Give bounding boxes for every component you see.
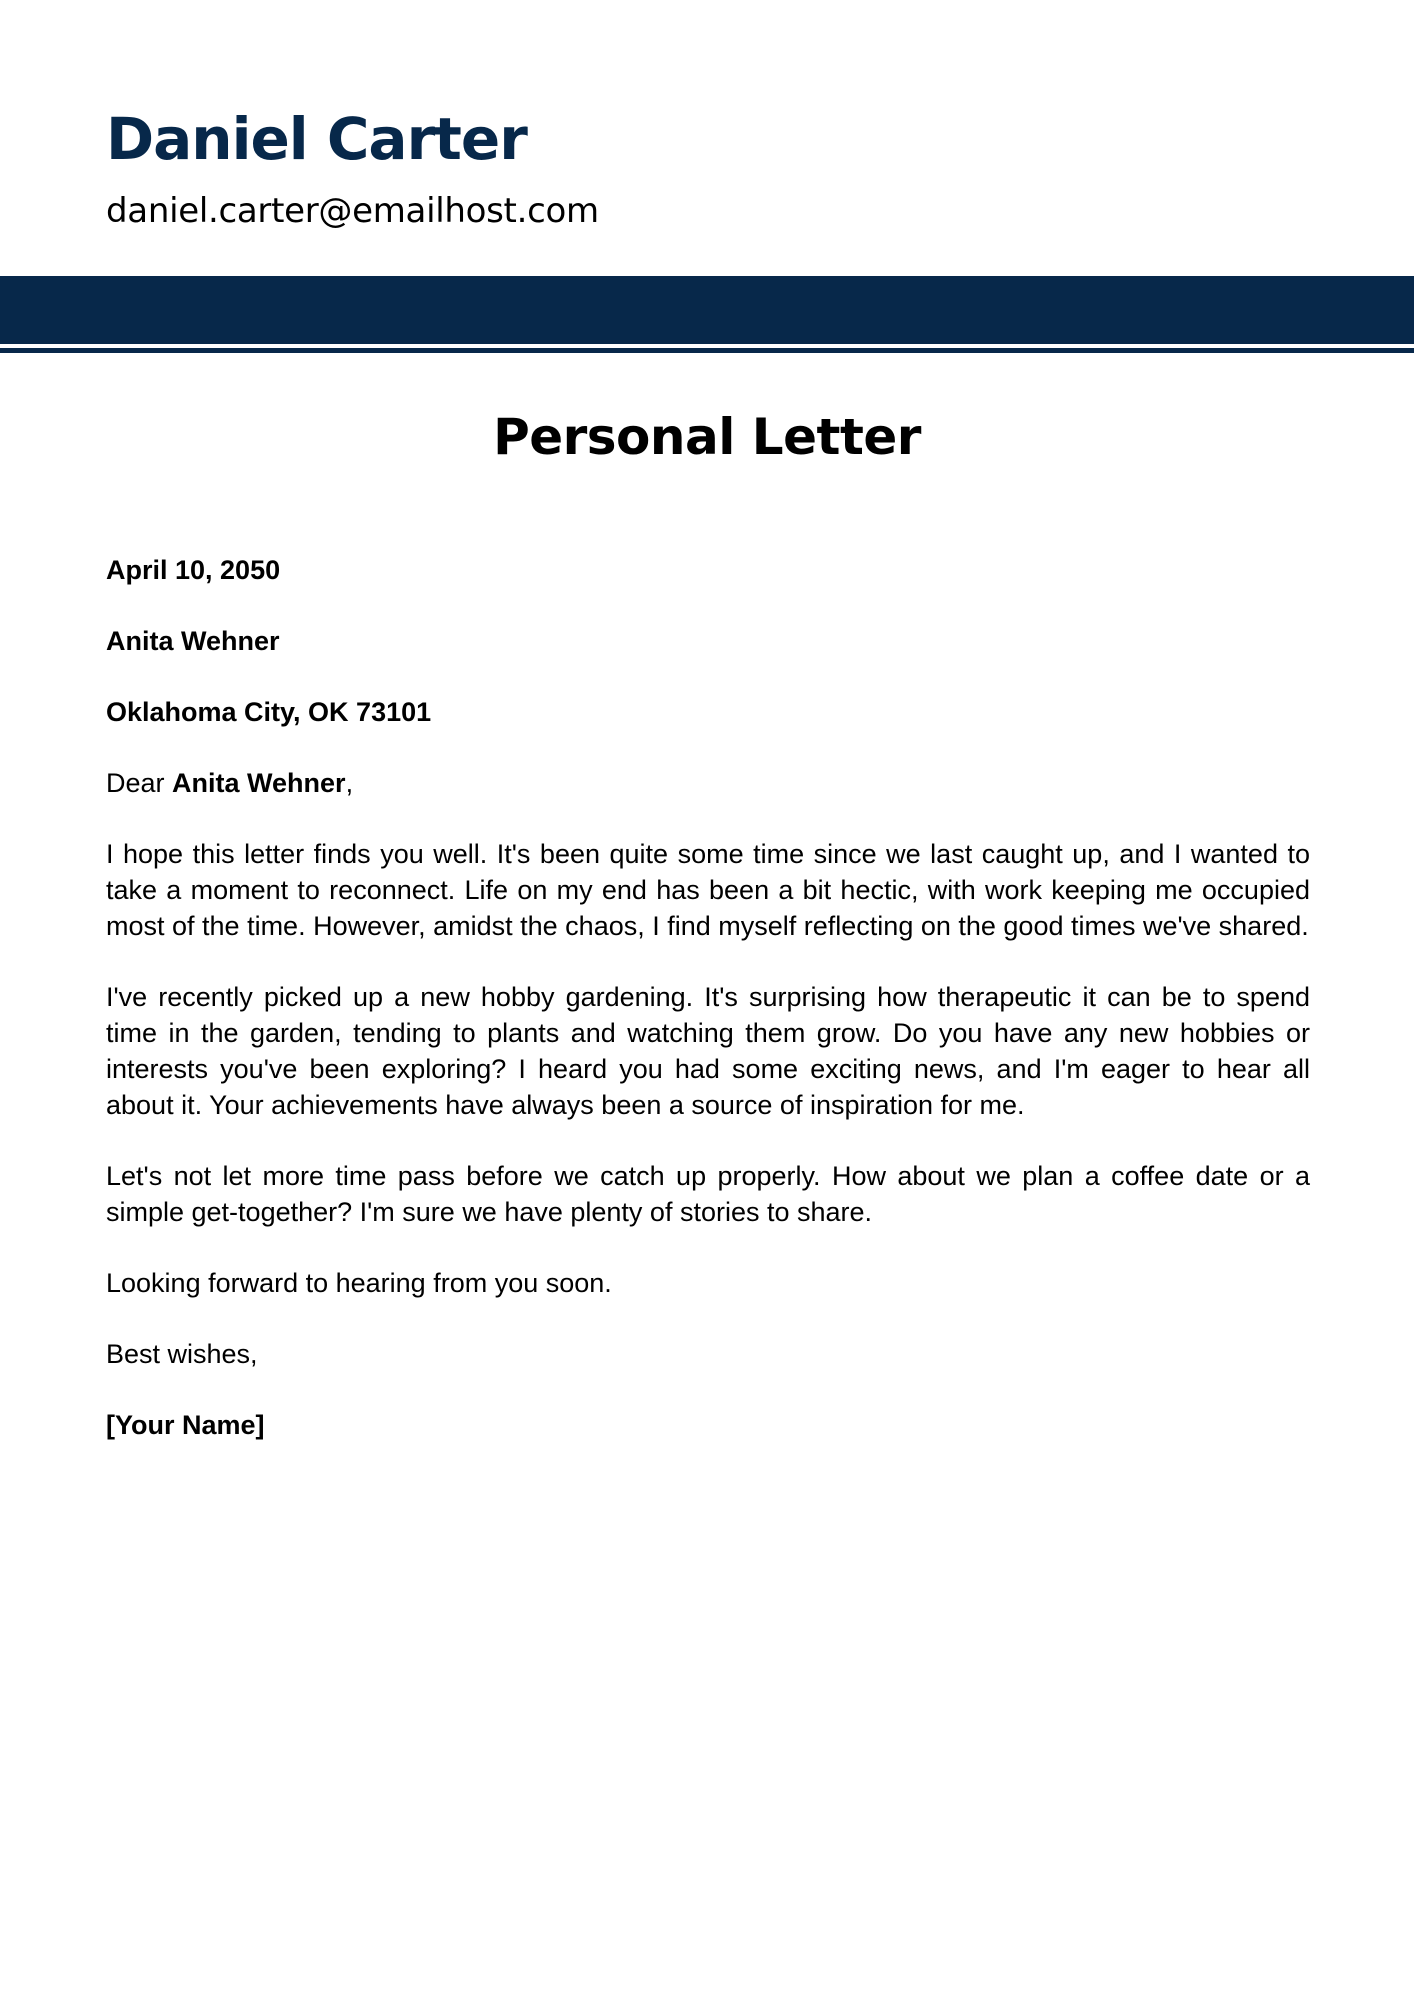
- recipient-address: Oklahoma City, OK 73101: [106, 697, 432, 727]
- body-paragraph: Let's not let more time pass before we catch up properly. How about we plan a coffee date or a simple get-together? I'm sure we have plenty of stories to share.: [106, 1161, 1310, 1227]
- sender-email: daniel.carter@emailhost.com: [106, 191, 599, 231]
- letter-date: April 10, 2050: [106, 555, 281, 585]
- salutation-name: Anita Wehner: [172, 768, 346, 798]
- recipient-name: Anita Wehner: [106, 626, 280, 656]
- signature: [Your Name]: [106, 1410, 265, 1440]
- body-paragraph: I hope this letter finds you well. It's been quite some time since we last caught up, and I wanted to take a moment to reconnect. Life on my end has been a bit hectic, with work keeping me occupied most of the time. However, amidst the chaos, I find myself reflecting on the good times we've shared.: [106, 839, 1310, 941]
- sender-name: Daniel Carter: [106, 105, 527, 173]
- sign-off: Best wishes,: [106, 1339, 258, 1369]
- body-paragraph: I've recently picked up a new hobby gardening. It's surprising how therapeutic it can be to spend time in the garden, tending to plants and watching them grow. Do you have any new hobbies or interests you've been exploring? I heard you had some exciting news, and I'm eager to hear all about it. Your achievements have always been a source of inspiration for me.: [106, 982, 1310, 1120]
- document-title: Personal Letter: [493, 408, 921, 466]
- letterhead: [106, 105, 599, 231]
- header-band: [0, 276, 1414, 344]
- header-divider: [0, 348, 1414, 353]
- salutation-prefix: Dear: [106, 768, 173, 798]
- letter-body: [106, 552, 1310, 1478]
- salutation: [106, 765, 1310, 801]
- closing-line: Looking forward to hearing from you soon.: [106, 1268, 612, 1298]
- salutation-suffix: ,: [345, 768, 354, 798]
